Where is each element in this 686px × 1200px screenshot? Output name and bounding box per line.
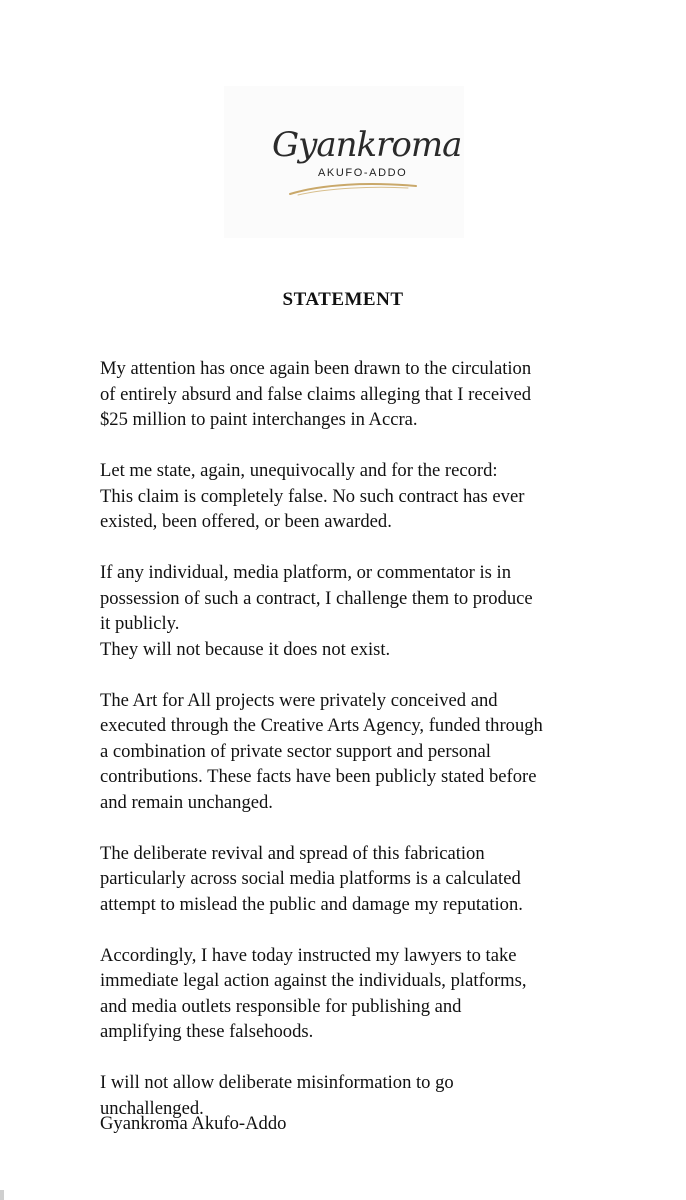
paragraph <box>100 560 620 662</box>
paragraph-line: The Art for All projects were privately conceived and <box>100 689 498 711</box>
signature-name: Gyankroma Akufo-Addo <box>100 1113 287 1134</box>
paragraph-line: unchallenged. <box>100 1097 204 1119</box>
paragraph-line: This claim is completely false. No such contract has ever <box>100 485 525 507</box>
paragraph <box>100 458 620 535</box>
paragraph-line: a combination of private sector support and personal <box>100 740 491 762</box>
logo-script-name: Gyankroma <box>272 125 462 165</box>
paragraph-line: it publicly. <box>100 613 180 634</box>
paragraph-line: existed, been offered, or been awarded. <box>100 511 392 532</box>
paragraph-line: My attention has once again been drawn to the circulation <box>100 358 532 379</box>
paragraph-line: particularly across social media platforms is a calculated <box>100 868 521 889</box>
paragraph-line: executed through the Creative Arts Agency, funded through <box>100 715 543 736</box>
paragraph-line: I will not allow deliberate misinformation to go <box>100 1072 454 1093</box>
paragraph <box>100 943 620 1045</box>
logo-surname: AKUFO-ADDO <box>318 167 408 179</box>
paragraph-line: amplifying these falsehoods. <box>100 1021 314 1042</box>
paragraph-line: attempt to mislead the public and damage my reputation. <box>100 893 523 915</box>
paragraph <box>100 356 620 433</box>
paragraph-line: possession of such a contract, I challenge them to produce <box>100 587 533 609</box>
logo-swoosh-icon <box>288 176 418 198</box>
paragraph-line: Accordingly, I have today instructed my lawyers to take <box>100 944 517 966</box>
page-edge-mark <box>0 1190 4 1200</box>
statement-title: STATEMENT <box>282 289 404 310</box>
paragraph <box>100 841 620 918</box>
statement-body <box>100 356 620 1147</box>
paragraph-line: and remain unchanged. <box>100 791 273 813</box>
paragraph-line: contributions. These facts have been publicly stated before <box>100 766 537 787</box>
paragraph-line: They will not because it does not exist. <box>100 638 391 660</box>
paragraph-line: immediate legal action against the individuals, platforms, <box>100 970 527 991</box>
paragraph-line: If any individual, media platform, or commentator is in <box>100 562 512 583</box>
paragraph-line: and media outlets responsible for publishing and <box>100 995 462 1017</box>
paragraph-line: Let me state, again, unequivocally and for the record: <box>100 460 498 481</box>
paragraph <box>100 688 620 816</box>
paragraph-line: The deliberate revival and spread of this fabrication <box>100 842 485 864</box>
paragraph-line: of entirely absurd and false claims alleging that I received <box>100 383 532 405</box>
paragraph-line: $25 million to paint interchanges in Accra. <box>100 409 418 430</box>
